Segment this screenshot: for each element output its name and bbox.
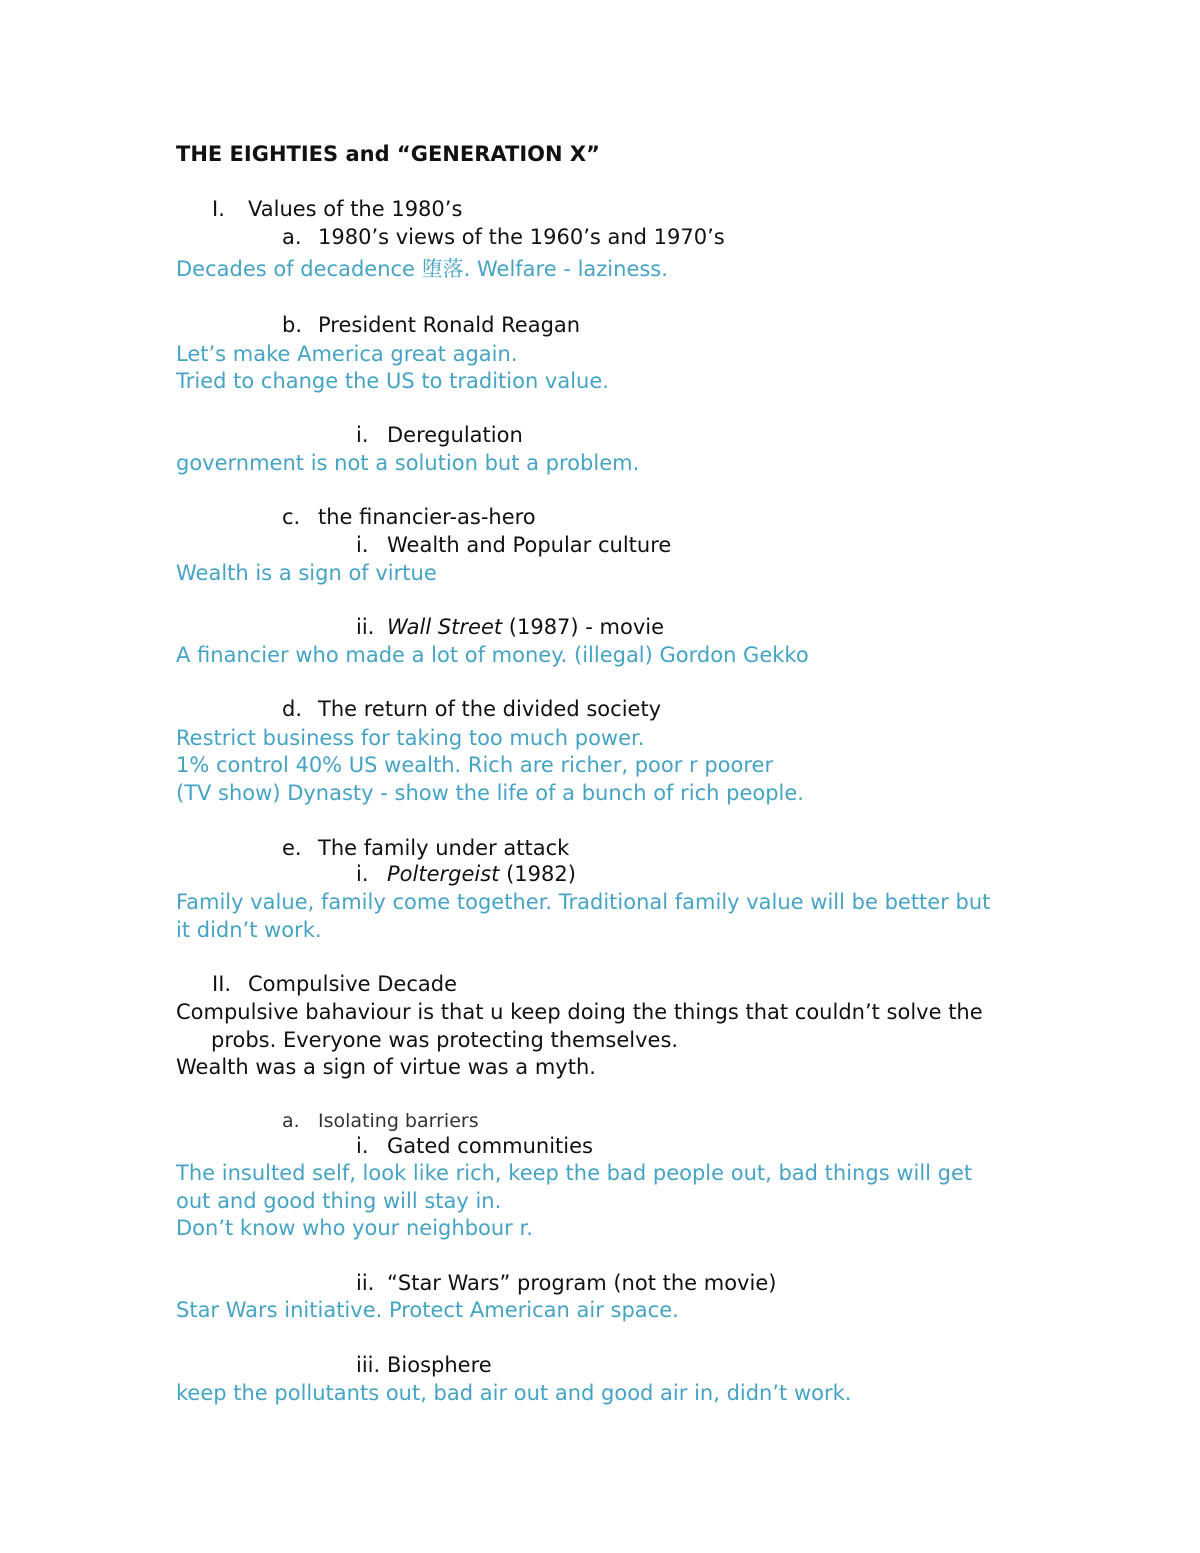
note-line: Let’s make America great again. xyxy=(176,342,518,366)
section-2a-iii-heading xyxy=(356,1352,492,1378)
section-1-heading xyxy=(212,196,462,222)
note-line: Family value, family come together. Traditional family value will be better but xyxy=(176,890,991,914)
paragraph-line: Wealth was a sign of virtue was a myth. xyxy=(176,1055,596,1079)
outline-number: i. xyxy=(356,862,369,886)
outline-number: e. xyxy=(282,836,302,860)
note-line: The insulted self, look like rich, keep the bad people out, bad things will get xyxy=(176,1161,973,1185)
section-1a-heading xyxy=(282,224,725,250)
note-line: A financier who made a lot of money. (illegal) Gordon Gekko xyxy=(176,643,809,667)
paragraph-line: Compulsive bahaviour is that u keep doing the things that couldn’t solve the xyxy=(176,1000,983,1024)
section-2a-i-heading xyxy=(356,1133,593,1159)
outline-number: ii. xyxy=(356,615,375,639)
section-1c-ii-heading xyxy=(356,614,664,640)
outline-text: Deregulation xyxy=(387,423,523,447)
section-2-heading xyxy=(212,971,457,997)
outline-text: Gated communities xyxy=(387,1134,593,1158)
paragraph-line: probs. Everyone was protecting themselves. xyxy=(211,1028,679,1052)
outline-text: The return of the divided society xyxy=(318,697,662,721)
note-line: it didn’t work. xyxy=(176,918,322,942)
outline-number: b. xyxy=(282,313,303,337)
section-2a-heading xyxy=(282,1108,479,1134)
note-line: out and good thing will stay in. xyxy=(176,1189,502,1213)
note-line: 1% control 40% US wealth. Rich are richer, poor r poorer xyxy=(176,753,774,777)
note-line: Don’t know who your neighbour r. xyxy=(176,1216,533,1240)
outline-text: President Ronald Reagan xyxy=(318,313,581,337)
outline-number: ii. xyxy=(356,1271,375,1295)
movie-title: Wall Street xyxy=(387,615,503,639)
note-line: Star Wars initiative. Protect American air space. xyxy=(176,1298,679,1322)
outline-number: d. xyxy=(282,697,303,721)
outline-number: a. xyxy=(282,1110,300,1132)
section-1c-heading xyxy=(282,504,536,530)
note-line: Wealth is a sign of virtue xyxy=(176,561,437,585)
outline-number: c. xyxy=(282,505,301,529)
outline-number: i. xyxy=(356,1134,369,1158)
section-1c-i-heading xyxy=(356,532,671,558)
outline-text: Wealth and Popular culture xyxy=(387,533,672,557)
outline-text: Isolating barriers xyxy=(318,1110,479,1132)
outline-text: (1987) - movie xyxy=(502,615,665,639)
outline-number: i. xyxy=(356,533,369,557)
outline-text: the financier-as-hero xyxy=(318,505,536,529)
outline-number: a. xyxy=(282,225,302,249)
outline-number: i. xyxy=(356,423,369,447)
note-line: (TV show) Dynasty - show the life of a bunch of rich people. xyxy=(176,781,804,805)
section-1e-heading xyxy=(282,835,569,861)
section-1b-i-heading xyxy=(356,422,523,448)
outline-text: Values of the 1980’s xyxy=(248,197,463,221)
note-line: Restrict business for taking too much power. xyxy=(176,726,645,750)
outline-text: Compulsive Decade xyxy=(248,972,457,996)
outline-number: I. xyxy=(212,197,225,221)
outline-text: (1982) xyxy=(499,862,576,886)
document-title: THE EIGHTIES and “GENERATION X” xyxy=(176,142,600,166)
movie-title: Poltergeist xyxy=(387,862,500,886)
section-1d-heading xyxy=(282,696,661,722)
section-1e-i-heading xyxy=(356,861,576,887)
outline-text: 1980’s views of the 1960’s and 1970’s xyxy=(318,225,725,249)
note-line: government is not a solution but a problem. xyxy=(176,451,640,475)
outline-text: Biosphere xyxy=(387,1353,492,1377)
section-1b-heading xyxy=(282,312,580,338)
section-2a-ii-heading xyxy=(356,1270,776,1296)
outline-number: II. xyxy=(212,972,232,996)
note-line: Decades of decadence 堕落. Welfare - laziness. xyxy=(176,257,668,281)
note-line: Tried to change the US to tradition value. xyxy=(176,369,609,393)
outline-number: iii. xyxy=(356,1353,381,1377)
note-line: keep the pollutants out, bad air out and good air in, didn’t work. xyxy=(176,1381,852,1405)
outline-text: The family under attack xyxy=(318,836,570,860)
outline-text: “Star Wars” program (not the movie) xyxy=(387,1271,777,1295)
